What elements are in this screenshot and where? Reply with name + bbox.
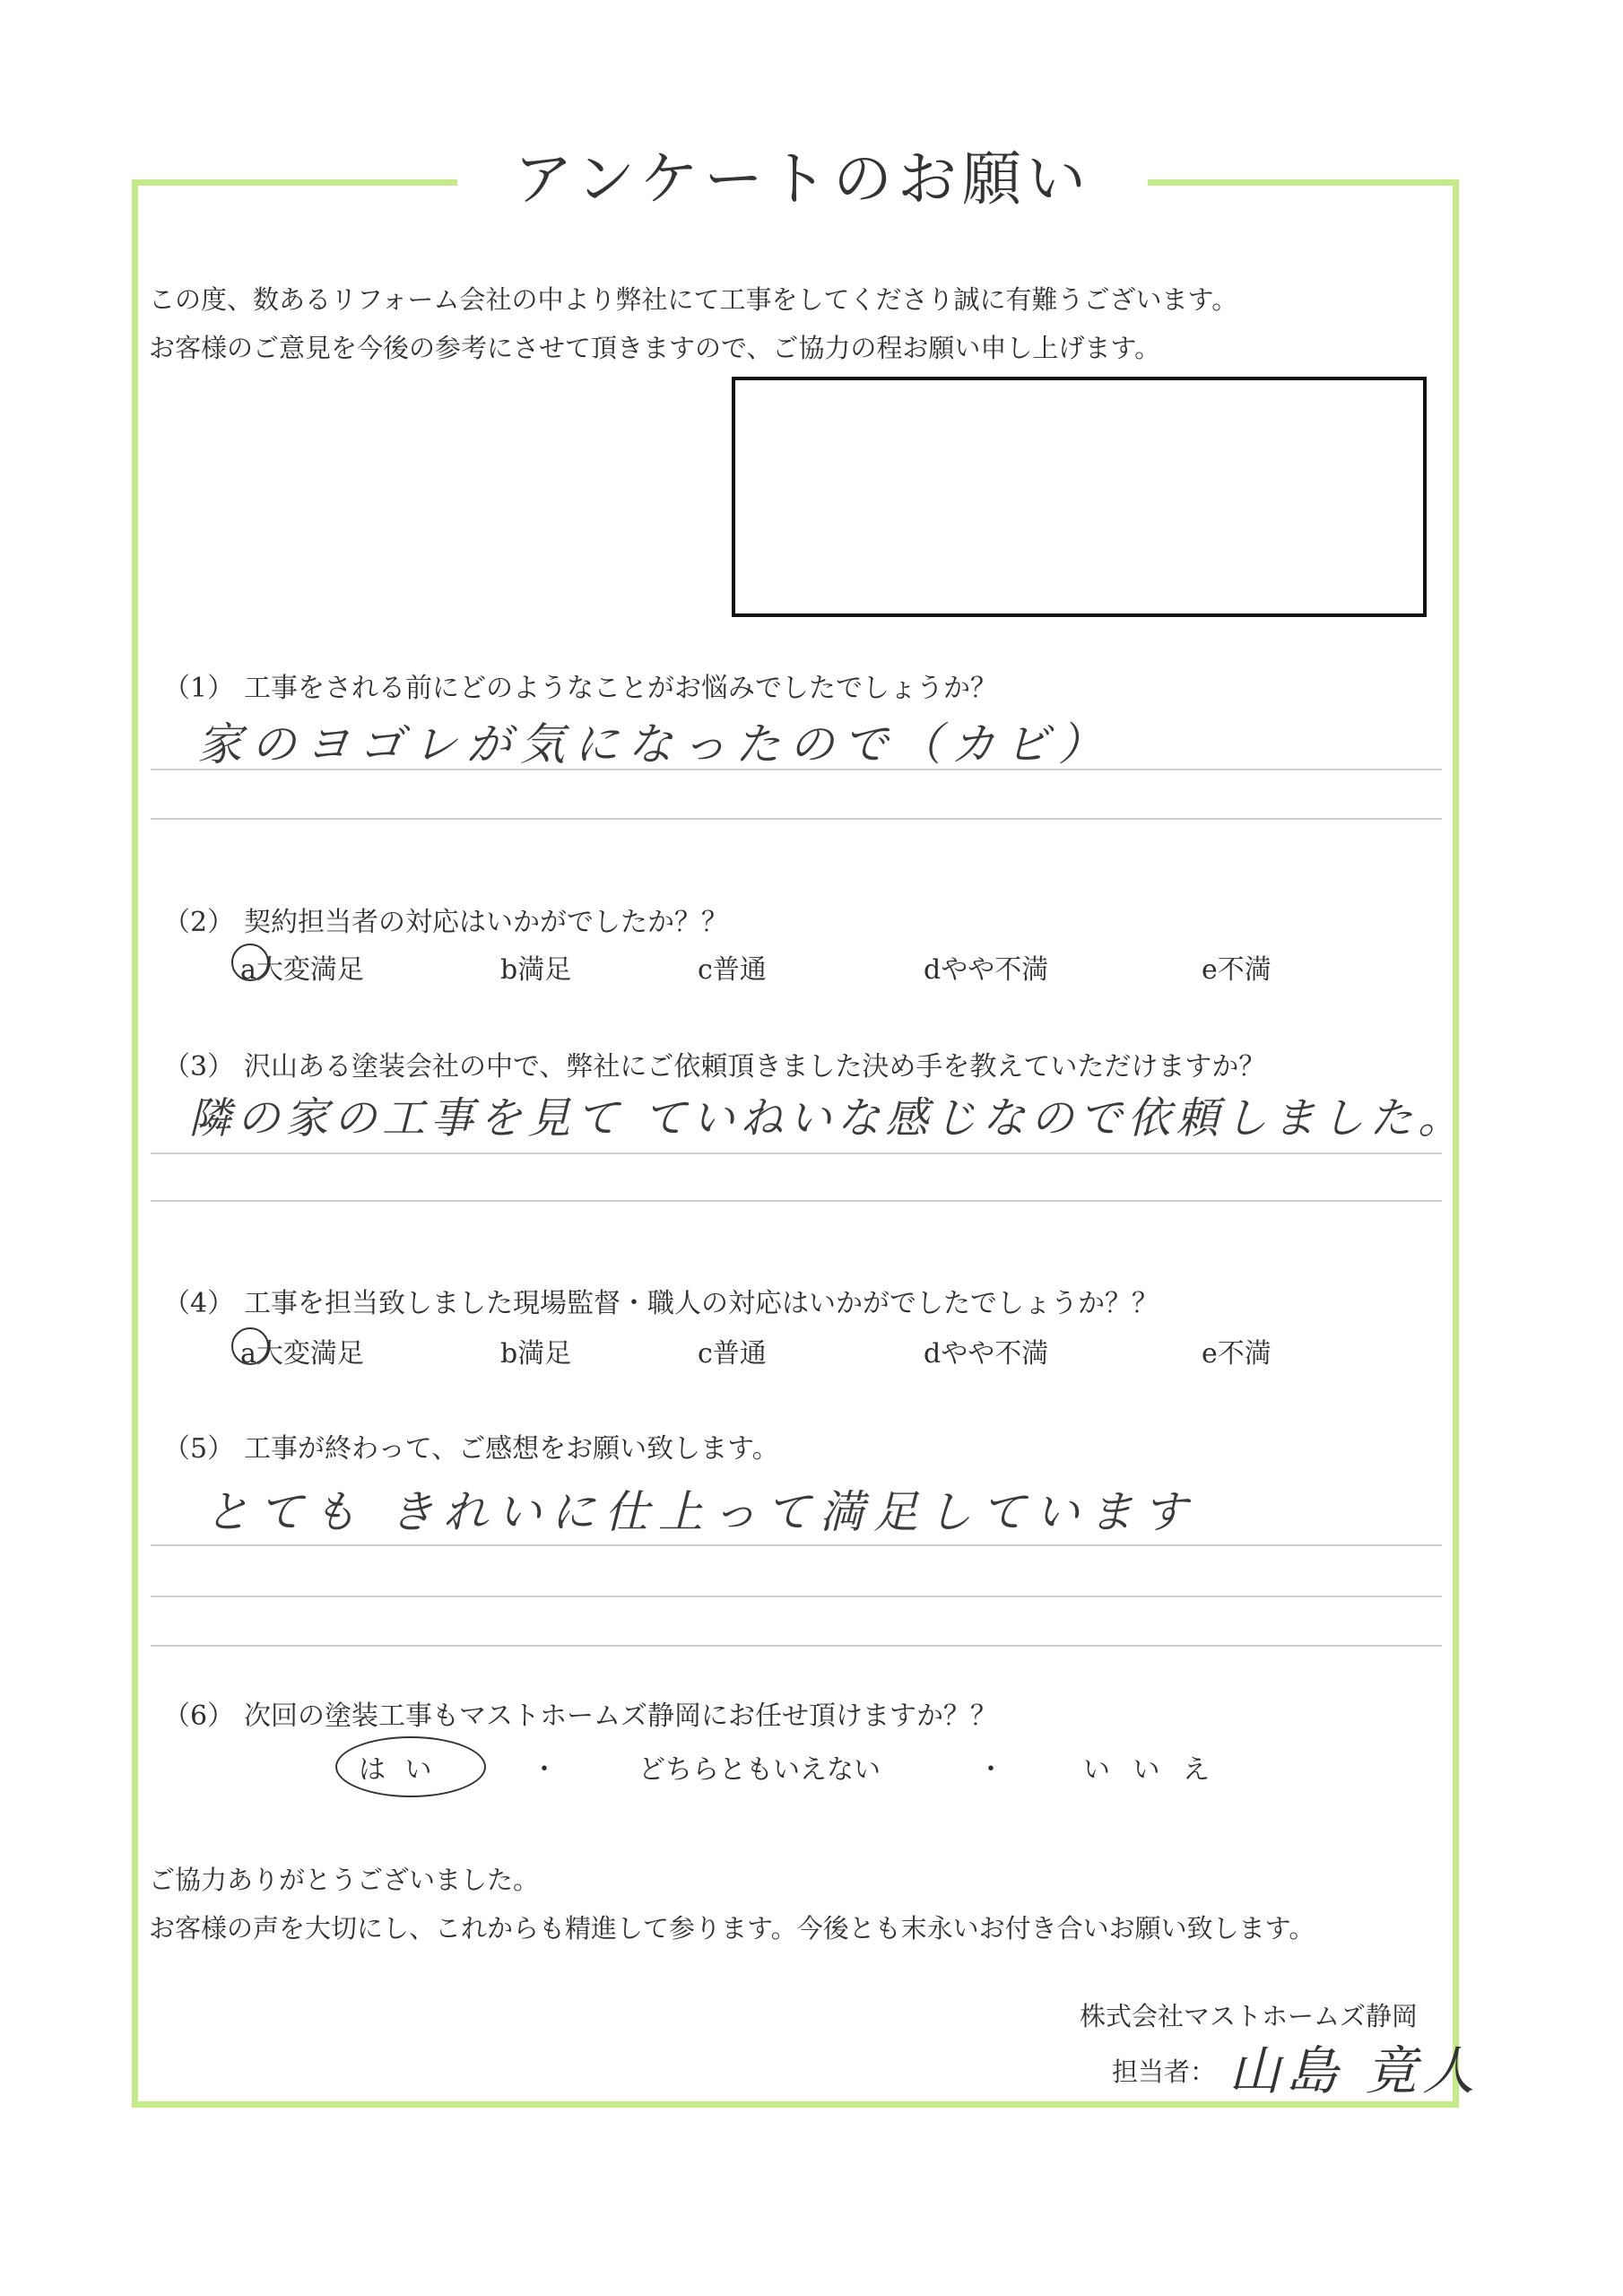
closing-line-2: お客様の声を大切にし、これからも精進して参ります。今後とも末永いお付き合いお願い致します。 bbox=[149, 1913, 1315, 1944]
q5-answer-line-3 bbox=[151, 1645, 1442, 1647]
q2-option-e: e不満 bbox=[1202, 954, 1271, 986]
q3-question: 沢山ある塗装会社の中で、弊社にご依頼頂きました決め手を教えていただけますか？ bbox=[244, 1051, 1266, 1083]
q6-question: 次回の塗装工事もマストホームズ静岡にお任せ頂けますか？？ bbox=[244, 1700, 997, 1732]
q2-number: （2） bbox=[163, 907, 235, 938]
intro-line-2: お客様のご意見を今後の参考にさせて頂きますので、ご協力の程お願い申し上げます。 bbox=[149, 333, 1161, 363]
q4-option-d: dやや不満 bbox=[924, 1338, 1049, 1370]
q6-option-yes: は い bbox=[359, 1754, 438, 1786]
q4-option-e: e不満 bbox=[1202, 1338, 1271, 1370]
q5-answer: とても きれいに仕上って満足しています bbox=[204, 1486, 1196, 1538]
q4-number: （4） bbox=[163, 1288, 235, 1319]
staff-signature: 山島 竟人 bbox=[1228, 2040, 1480, 2101]
q3-answer: 隣の家の工事を見て ていねいな感じなので依頼しました。 bbox=[188, 1093, 1467, 1144]
q1-answer: 家のヨゴレが気になったので（カビ） bbox=[197, 718, 1112, 770]
q3-number: （3） bbox=[163, 1051, 235, 1083]
q2-question: 契約担当者の対応はいかがでしたか？？ bbox=[244, 907, 728, 938]
q6-option-neutral: どちらともいえない bbox=[638, 1754, 881, 1786]
q5-answer-line-2 bbox=[151, 1596, 1442, 1597]
q6-option-no: い い え bbox=[1083, 1754, 1218, 1786]
intro-line-1: この度、数あるリフォーム会社の中より弊社にて工事をしてくださり誠に有難うございます。 bbox=[149, 284, 1238, 315]
q4-option-a: a大変満足 bbox=[240, 1338, 364, 1370]
q2-option-a: a大変満足 bbox=[240, 954, 364, 986]
q1-answer-line-1 bbox=[151, 769, 1442, 770]
q4-option-b: b満足 bbox=[500, 1338, 572, 1370]
redacted-box bbox=[732, 377, 1427, 617]
q3-answer-line-1 bbox=[151, 1152, 1442, 1154]
q3-answer-line-2 bbox=[151, 1200, 1442, 1202]
q2-option-d: dやや不満 bbox=[924, 954, 1049, 986]
q5-number: （5） bbox=[163, 1433, 235, 1465]
page-title: アンケートのお願い bbox=[513, 144, 1092, 213]
company-name: 株式会社マストホームズ静岡 bbox=[1080, 2001, 1419, 2031]
q5-question: 工事が終わって、ご感想をお願い致します。 bbox=[244, 1433, 779, 1465]
q6-separator-2: ・ bbox=[977, 1754, 1004, 1786]
q2-option-c: c普通 bbox=[698, 954, 767, 986]
q6-separator-1: ・ bbox=[531, 1754, 558, 1786]
q1-number: （1） bbox=[163, 673, 235, 704]
q4-question: 工事を担当致しました現場監督・職人の対応はいかがでしたでしょうか？？ bbox=[244, 1288, 1159, 1319]
q2-option-b: b満足 bbox=[500, 954, 572, 986]
staff-label: 担当者： bbox=[1112, 2057, 1217, 2087]
q1-answer-line-2 bbox=[151, 818, 1442, 820]
q5-answer-line-1 bbox=[151, 1544, 1442, 1546]
q4-option-c: c普通 bbox=[698, 1338, 767, 1370]
closing-line-1: ご協力ありがとうございました。 bbox=[149, 1865, 540, 1895]
q1-question: 工事をされる前にどのようなことがお悩みでしたでしょうか？ bbox=[244, 673, 997, 704]
q6-number: （6） bbox=[163, 1700, 235, 1732]
